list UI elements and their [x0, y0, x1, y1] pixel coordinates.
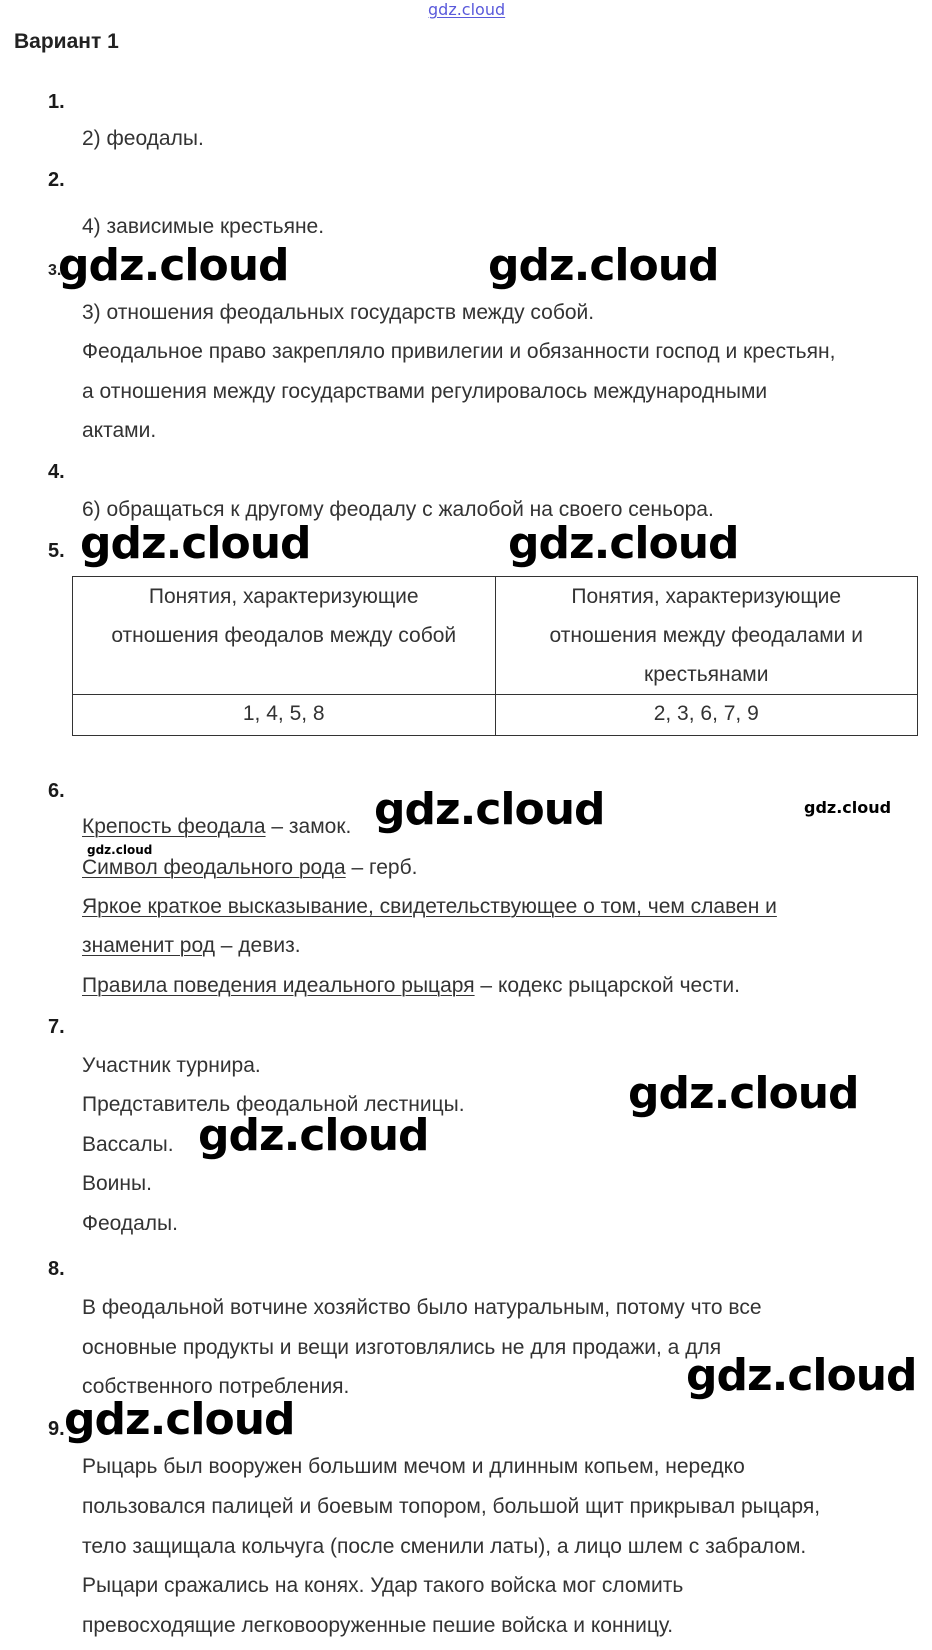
table-row: [73, 695, 918, 736]
question-7-line: Участник турнира.: [82, 1054, 261, 1077]
question-7-number: 7.: [48, 1016, 65, 1038]
question-1-number: 1.: [48, 91, 65, 113]
question-4-number: 4.: [48, 461, 65, 483]
question-8-line: основные продукты и вещи изготовлялись не для продажи, а для: [82, 1336, 722, 1359]
question-3-line: актами.: [82, 419, 157, 442]
table-cell: 1, 4, 5, 8: [73, 695, 496, 736]
header-line: крестьянами: [644, 663, 769, 686]
question-3-line: 3) отношения феодальных государств между собой.: [82, 301, 595, 324]
table-cell: 2, 3, 6, 7, 9: [495, 695, 918, 736]
question-8-line: собственного потребления.: [82, 1375, 350, 1398]
question-9-line: Рыцарь был вооружен большим мечом и длинным копьем, нередко: [82, 1455, 745, 1478]
watermark: gdz.cloud: [87, 843, 153, 857]
question-9-number: 9.: [48, 1418, 65, 1440]
term: Правила поведения идеального рыцаря: [82, 974, 475, 997]
term: знаменит род: [82, 934, 215, 957]
definition-line: [82, 974, 740, 998]
question-4-answer: 6) обращаться к другому феодалу с жалобой на своего сеньора.: [82, 498, 714, 521]
question-7-line: Вассалы.: [82, 1133, 174, 1156]
watermark: gdz.cloud: [80, 518, 311, 569]
table-header-cell: [73, 577, 496, 695]
question-9-line: превосходящие легковооруженные пешие войска и конницу.: [82, 1614, 674, 1637]
question-9-line: тело защищала кольчуга (после сменили латы), а лицо шлем с забралом.: [82, 1535, 807, 1558]
question-3-line: а отношения между государствами регулировалось международными: [82, 380, 768, 403]
header-line: Понятия, характеризующие: [148, 585, 419, 608]
definition-line: [82, 934, 301, 958]
watermark: gdz.cloud: [488, 240, 719, 291]
question-7-line: Представитель феодальной лестницы.: [82, 1093, 465, 1116]
question-2-answer: 4) зависимые крестьяне.: [82, 215, 325, 238]
watermark: gdz.cloud: [58, 240, 289, 291]
watermark: gdz.cloud: [508, 518, 739, 569]
term: Символ феодального рода: [82, 856, 346, 879]
question-7-line: Феодалы.: [82, 1212, 178, 1235]
definition: – герб.: [345, 856, 418, 879]
question-2-number: 2.: [48, 169, 65, 191]
question-3-line: Феодальное право закрепляло привилегии и обязанности господ и крестьян,: [82, 340, 836, 363]
concepts-table: [72, 576, 918, 736]
term: Крепость феодала: [82, 815, 266, 838]
header-line: отношения между феодалами и: [549, 624, 863, 647]
watermark: gdz.cloud: [198, 1110, 429, 1161]
table-header-row: [73, 577, 918, 695]
question-8-line: В феодальной вотчине хозяйство было натуральным, потому что все: [82, 1296, 762, 1319]
definition-line: [82, 856, 417, 880]
question-9-line: Рыцари сражались на конях. Удар такого войска мог сломить: [82, 1574, 684, 1597]
watermark: gdz.cloud: [686, 1350, 917, 1401]
definition-line: [82, 815, 351, 839]
watermark: gdz.cloud: [374, 784, 605, 835]
watermark: gdz.cloud: [628, 1068, 859, 1119]
question-7-line: Воины.: [82, 1172, 152, 1195]
definition: – кодекс рыцарской чести.: [474, 974, 740, 997]
header-line: Понятия, характеризующие: [571, 585, 842, 608]
question-8-number: 8.: [48, 1258, 65, 1280]
table-header-cell: [495, 577, 918, 695]
question-5-number: 5.: [48, 540, 65, 562]
watermark: gdz.cloud: [64, 1394, 295, 1445]
header-watermark: gdz.cloud: [428, 0, 506, 19]
question-9-line: пользовался палицей и боевым топором, большой щит прикрывал рыцаря,: [82, 1495, 821, 1518]
question-1-answer: 2) феодалы.: [82, 127, 204, 150]
watermark: gdz.cloud: [804, 798, 892, 817]
definition: – замок.: [265, 815, 352, 838]
page-title: Вариант 1: [14, 30, 119, 53]
question-6-number: 6.: [48, 780, 65, 802]
question-3-number: 3.: [48, 262, 62, 279]
term: Яркое краткое высказывание, свидетельствующее о том, чем славен и: [82, 895, 777, 918]
definition-line: [82, 895, 777, 919]
header-line: отношения феодалов между собой: [111, 624, 457, 647]
definition: – девиз.: [214, 934, 301, 957]
